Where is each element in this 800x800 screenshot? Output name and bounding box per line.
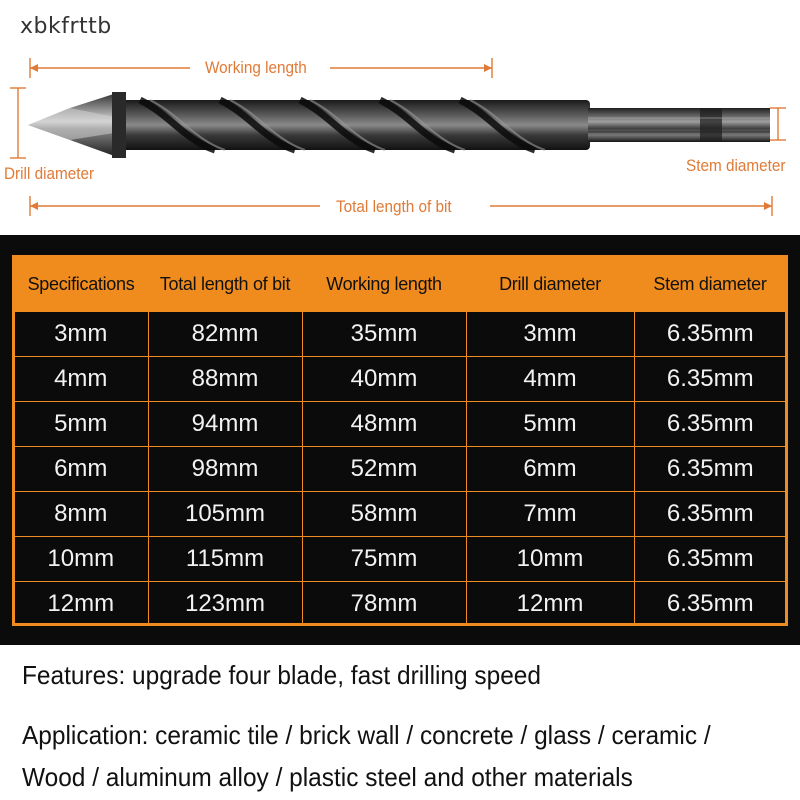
features-text: Features: upgrade four blade, fast drilling speed: [22, 660, 541, 690]
table-cell: 48mm: [302, 402, 466, 447]
table-cell: 4mm: [466, 357, 634, 402]
table-cell: 123mm: [148, 582, 302, 627]
application-line: Wood / aluminum alloy / plastic steel and other materials: [22, 762, 633, 792]
table-cell: 98mm: [148, 447, 302, 492]
table-cell: 10mm: [14, 537, 148, 582]
table-row: [14, 582, 786, 627]
table-header-row: [14, 257, 786, 312]
table-cell: 35mm: [302, 312, 466, 357]
header-total-length: Total length of bit: [148, 257, 302, 312]
table-cell: 7mm: [466, 492, 634, 537]
table-row: [14, 357, 786, 402]
table-cell: 12mm: [466, 582, 634, 627]
table-cell: 75mm: [302, 537, 466, 582]
drill-diameter-label: Drill diameter: [4, 164, 95, 183]
brand-watermark: xbkfrttb: [20, 14, 112, 39]
table-cell: 3mm: [466, 312, 634, 357]
table-row: [14, 402, 786, 447]
table-cell: 78mm: [302, 582, 466, 627]
header-working-length: Working length: [302, 257, 466, 312]
table-cell: 6mm: [466, 447, 634, 492]
application-line: Application: ceramic tile / brick wall / concrete / glass / ceramic /: [22, 720, 711, 750]
table-row: [14, 447, 786, 492]
total-length-label: Total length of bit: [336, 197, 452, 216]
table-cell: 4mm: [14, 357, 148, 402]
table-cell: 6.35mm: [634, 492, 786, 537]
table-cell: 6.35mm: [634, 402, 786, 447]
working-length-label: Working length: [205, 58, 307, 77]
table-cell: 12mm: [14, 582, 148, 627]
stem-diameter-label: Stem diameter: [686, 156, 786, 175]
table-cell: 5mm: [466, 402, 634, 447]
header-stem-diameter: Stem diameter: [634, 257, 786, 312]
header-drill-diameter: Drill diameter: [466, 257, 634, 312]
table-cell: 5mm: [14, 402, 148, 447]
table-cell: 115mm: [148, 537, 302, 582]
table-cell: 6.35mm: [634, 312, 786, 357]
table-cell: 52mm: [302, 447, 466, 492]
table-cell: 6.35mm: [634, 582, 786, 627]
application-text: [22, 714, 736, 798]
table-cell: 58mm: [302, 492, 466, 537]
table-row: [14, 312, 786, 357]
specifications-panel: [0, 235, 800, 645]
table-cell: 94mm: [148, 402, 302, 447]
table-cell: 6.35mm: [634, 537, 786, 582]
table-cell: 3mm: [14, 312, 148, 357]
table-cell: 88mm: [148, 357, 302, 402]
table-cell: 6.35mm: [634, 447, 786, 492]
table-cell: 40mm: [302, 357, 466, 402]
specifications-table: [14, 257, 786, 626]
table-row: [14, 492, 786, 537]
table-cell: 6.35mm: [634, 357, 786, 402]
table-cell: 8mm: [14, 492, 148, 537]
table-cell: 105mm: [148, 492, 302, 537]
table-cell: 82mm: [148, 312, 302, 357]
header-specifications: Specifications: [14, 257, 148, 312]
table-cell: 10mm: [466, 537, 634, 582]
table-cell: 6mm: [14, 447, 148, 492]
table-row: [14, 537, 786, 582]
